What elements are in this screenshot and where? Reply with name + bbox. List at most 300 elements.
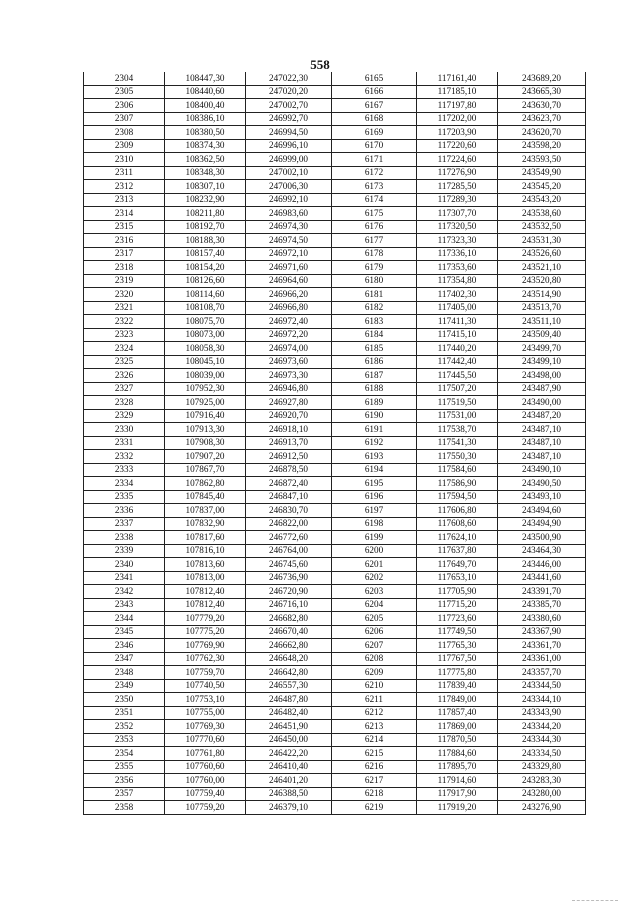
cell-point-number-b: 6204	[332, 598, 417, 612]
cell-coord-y-a: 246745,60	[246, 558, 332, 572]
cell-coord-x-a: 107759,40	[165, 787, 246, 801]
cell-coord-y-b: 243367,90	[498, 625, 586, 639]
cell-point-number-a: 2351	[84, 706, 165, 720]
table-row	[84, 490, 586, 504]
cell-coord-x-b: 117705,90	[417, 585, 498, 599]
cell-coord-x-b: 117320,50	[417, 220, 498, 234]
cell-coord-y-a: 246764,00	[246, 544, 332, 558]
cell-coord-x-a: 107779,20	[165, 612, 246, 626]
cell-coord-y-a: 246971,60	[246, 261, 332, 275]
cell-coord-x-b: 117775,80	[417, 666, 498, 680]
table-row	[84, 301, 586, 315]
cell-coord-x-b: 117637,80	[417, 544, 498, 558]
cell-point-number-b: 6208	[332, 652, 417, 666]
cell-coord-y-b: 243276,90	[498, 801, 586, 815]
table-row	[84, 693, 586, 707]
cell-coord-x-b: 117276,90	[417, 166, 498, 180]
cell-coord-y-b: 243361,00	[498, 652, 586, 666]
cell-coord-x-a: 107762,30	[165, 652, 246, 666]
cell-coord-x-b: 117857,40	[417, 706, 498, 720]
cell-point-number-b: 6195	[332, 477, 417, 491]
cell-point-number-b: 6217	[332, 774, 417, 788]
cell-coord-x-b: 117531,00	[417, 409, 498, 423]
cell-point-number-a: 2347	[84, 652, 165, 666]
table-row	[84, 99, 586, 113]
table-row	[84, 612, 586, 626]
cell-coord-x-b: 117594,50	[417, 490, 498, 504]
cell-point-number-a: 2315	[84, 220, 165, 234]
cell-coord-x-b: 117606,80	[417, 504, 498, 518]
cell-point-number-b: 6190	[332, 409, 417, 423]
cell-coord-x-a: 108114,60	[165, 288, 246, 302]
cell-point-number-b: 6206	[332, 625, 417, 639]
cell-point-number-b: 6166	[332, 85, 417, 99]
table-row	[84, 342, 586, 356]
cell-point-number-a: 2346	[84, 639, 165, 653]
cell-coord-x-a: 108307,10	[165, 180, 246, 194]
cell-coord-x-a: 107753,10	[165, 693, 246, 707]
cell-coord-y-b: 243689,20	[498, 72, 586, 85]
cell-coord-y-b: 243334,50	[498, 747, 586, 761]
cell-coord-y-b: 243543,20	[498, 193, 586, 207]
cell-coord-y-a: 246487,80	[246, 693, 332, 707]
cell-coord-x-a: 107925,00	[165, 396, 246, 410]
cell-point-number-b: 6187	[332, 369, 417, 383]
cell-coord-y-a: 246682,80	[246, 612, 332, 626]
cell-coord-y-a: 246920,70	[246, 409, 332, 423]
cell-coord-x-b: 117767,50	[417, 652, 498, 666]
cell-coord-x-a: 108374,30	[165, 139, 246, 153]
cell-coord-x-b: 117220,60	[417, 139, 498, 153]
cell-coord-x-b: 117405,00	[417, 301, 498, 315]
cell-coord-x-b: 117723,60	[417, 612, 498, 626]
table-row	[84, 315, 586, 329]
table-row	[84, 139, 586, 153]
cell-coord-x-b: 117749,50	[417, 625, 498, 639]
cell-point-number-b: 6192	[332, 436, 417, 450]
cell-coord-x-a: 107908,30	[165, 436, 246, 450]
cell-coord-x-b: 117869,00	[417, 720, 498, 734]
cell-coord-x-a: 107740,50	[165, 679, 246, 693]
table-row	[84, 531, 586, 545]
cell-point-number-a: 2334	[84, 477, 165, 491]
cell-coord-x-a: 108075,70	[165, 315, 246, 329]
cell-coord-y-b: 243538,60	[498, 207, 586, 221]
cell-point-number-b: 6188	[332, 382, 417, 396]
cell-coord-y-b: 243623,70	[498, 112, 586, 126]
cell-point-number-b: 6200	[332, 544, 417, 558]
cell-coord-x-a: 107775,20	[165, 625, 246, 639]
cell-coord-y-a: 247002,10	[246, 166, 332, 180]
cell-point-number-a: 2336	[84, 504, 165, 518]
cell-point-number-b: 6205	[332, 612, 417, 626]
cell-coord-x-b: 117445,50	[417, 369, 498, 383]
cell-point-number-b: 6211	[332, 693, 417, 707]
cell-coord-y-a: 246992,10	[246, 193, 332, 207]
cell-coord-y-a: 246830,70	[246, 504, 332, 518]
cell-coord-y-b: 243329,80	[498, 760, 586, 774]
cell-point-number-a: 2331	[84, 436, 165, 450]
cell-coord-y-b: 243344,30	[498, 733, 586, 747]
cell-coord-y-a: 246482,40	[246, 706, 332, 720]
cell-coord-y-b: 243380,60	[498, 612, 586, 626]
cell-point-number-a: 2312	[84, 180, 165, 194]
table-row	[84, 504, 586, 518]
cell-coord-x-a: 107867,70	[165, 463, 246, 477]
cell-coord-x-a: 108073,00	[165, 328, 246, 342]
cell-point-number-b: 6176	[332, 220, 417, 234]
cell-coord-x-a: 107761,80	[165, 747, 246, 761]
cell-coord-x-a: 108058,30	[165, 342, 246, 356]
cell-coord-y-b: 243490,10	[498, 463, 586, 477]
table-row	[84, 558, 586, 572]
cell-point-number-b: 6177	[332, 234, 417, 248]
cell-coord-y-b: 243499,10	[498, 355, 586, 369]
table-row	[84, 598, 586, 612]
cell-coord-x-b: 117586,90	[417, 477, 498, 491]
cell-point-number-b: 6173	[332, 180, 417, 194]
cell-coord-y-b: 243441,60	[498, 571, 586, 585]
cell-coord-x-a: 107755,00	[165, 706, 246, 720]
cell-point-number-b: 6165	[332, 72, 417, 85]
cell-coord-x-a: 108188,30	[165, 234, 246, 248]
cell-coord-x-a: 107916,40	[165, 409, 246, 423]
table-row	[84, 72, 586, 85]
cell-point-number-a: 2326	[84, 369, 165, 383]
cell-coord-x-b: 117541,30	[417, 436, 498, 450]
cell-coord-y-b: 243545,20	[498, 180, 586, 194]
cell-coord-x-a: 107759,70	[165, 666, 246, 680]
cell-coord-y-b: 243446,00	[498, 558, 586, 572]
table-row	[84, 220, 586, 234]
cell-coord-x-a: 107759,20	[165, 801, 246, 815]
cell-point-number-a: 2327	[84, 382, 165, 396]
cell-coord-y-b: 243487,20	[498, 409, 586, 423]
cell-coord-x-b: 117354,80	[417, 274, 498, 288]
cell-coord-x-a: 108400,40	[165, 99, 246, 113]
cell-coord-y-b: 243344,20	[498, 720, 586, 734]
cell-point-number-b: 6168	[332, 112, 417, 126]
cell-point-number-a: 2352	[84, 720, 165, 734]
cell-coord-x-b: 117584,60	[417, 463, 498, 477]
cell-point-number-b: 6170	[332, 139, 417, 153]
cell-coord-x-b: 117224,60	[417, 153, 498, 167]
table-row	[84, 450, 586, 464]
cell-point-number-a: 2304	[84, 72, 165, 85]
cell-coord-x-b: 117608,60	[417, 517, 498, 531]
cell-coord-y-b: 243344,10	[498, 693, 586, 707]
cell-point-number-a: 2307	[84, 112, 165, 126]
cell-coord-x-a: 107813,60	[165, 558, 246, 572]
cell-coord-y-a: 246878,50	[246, 463, 332, 477]
cell-point-number-b: 6167	[332, 99, 417, 113]
cell-coord-x-b: 117849,00	[417, 693, 498, 707]
cell-coord-x-a: 108045,10	[165, 355, 246, 369]
cell-coord-y-b: 243391,70	[498, 585, 586, 599]
cell-coord-y-b: 243487,10	[498, 450, 586, 464]
cell-coord-x-a: 108362,50	[165, 153, 246, 167]
cell-coord-x-a: 107812,40	[165, 585, 246, 599]
cell-coord-x-b: 117839,40	[417, 679, 498, 693]
cell-coord-y-b: 243487,10	[498, 436, 586, 450]
cell-coord-y-b: 243280,00	[498, 787, 586, 801]
cell-coord-y-a: 246557,30	[246, 679, 332, 693]
table-row	[84, 166, 586, 180]
cell-point-number-a: 2356	[84, 774, 165, 788]
cell-coord-x-a: 108192,70	[165, 220, 246, 234]
cell-point-number-b: 6201	[332, 558, 417, 572]
cell-point-number-b: 6210	[332, 679, 417, 693]
cell-point-number-a: 2311	[84, 166, 165, 180]
cell-coord-x-a: 108232,90	[165, 193, 246, 207]
cell-point-number-b: 6199	[332, 531, 417, 545]
cell-point-number-a: 2330	[84, 423, 165, 437]
cell-point-number-a: 2341	[84, 571, 165, 585]
cell-point-number-a: 2309	[84, 139, 165, 153]
cell-coord-x-b: 117203,90	[417, 126, 498, 140]
cell-coord-y-a: 246772,60	[246, 531, 332, 545]
cell-coord-y-a: 246912,50	[246, 450, 332, 464]
cell-point-number-a: 2355	[84, 760, 165, 774]
cell-point-number-a: 2325	[84, 355, 165, 369]
coordinates-table	[83, 72, 586, 815]
cell-coord-x-b: 117653,10	[417, 571, 498, 585]
cell-point-number-b: 6207	[332, 639, 417, 653]
cell-coord-y-a: 246973,30	[246, 369, 332, 383]
cell-point-number-b: 6194	[332, 463, 417, 477]
cell-point-number-b: 6174	[332, 193, 417, 207]
cell-coord-y-b: 243630,70	[498, 99, 586, 113]
cell-point-number-b: 6193	[332, 450, 417, 464]
table-row	[84, 193, 586, 207]
table-row	[84, 328, 586, 342]
table-row	[84, 801, 586, 815]
cell-coord-x-b: 117715,20	[417, 598, 498, 612]
cell-point-number-b: 6182	[332, 301, 417, 315]
cell-point-number-b: 6218	[332, 787, 417, 801]
cell-coord-x-a: 107769,90	[165, 639, 246, 653]
cell-coord-x-a: 108157,40	[165, 247, 246, 261]
cell-coord-y-a: 246410,40	[246, 760, 332, 774]
cell-point-number-b: 6175	[332, 207, 417, 221]
cell-coord-y-a: 246379,10	[246, 801, 332, 815]
cell-point-number-a: 2344	[84, 612, 165, 626]
cell-point-number-a: 2322	[84, 315, 165, 329]
cell-coord-y-a: 246996,10	[246, 139, 332, 153]
cell-coord-x-a: 108447,30	[165, 72, 246, 85]
cell-coord-x-a: 108126,60	[165, 274, 246, 288]
cell-point-number-b: 6172	[332, 166, 417, 180]
cell-point-number-b: 6185	[332, 342, 417, 356]
cell-point-number-a: 2338	[84, 531, 165, 545]
table-row	[84, 652, 586, 666]
cell-point-number-a: 2358	[84, 801, 165, 815]
cell-point-number-a: 2313	[84, 193, 165, 207]
cell-coord-x-b: 117161,40	[417, 72, 498, 85]
cell-coord-x-a: 108348,30	[165, 166, 246, 180]
cell-point-number-b: 6202	[332, 571, 417, 585]
table-row	[84, 463, 586, 477]
table-row	[84, 477, 586, 491]
cell-point-number-a: 2343	[84, 598, 165, 612]
table-row	[84, 666, 586, 680]
cell-point-number-b: 6191	[332, 423, 417, 437]
cell-coord-y-a: 246918,10	[246, 423, 332, 437]
cell-coord-y-a: 246670,40	[246, 625, 332, 639]
table-row	[84, 234, 586, 248]
cell-coord-y-a: 246401,20	[246, 774, 332, 788]
cell-point-number-b: 6216	[332, 760, 417, 774]
cell-coord-y-a: 246983,60	[246, 207, 332, 221]
cell-coord-x-b: 117289,30	[417, 193, 498, 207]
cell-point-number-a: 2340	[84, 558, 165, 572]
cell-coord-x-a: 108440,60	[165, 85, 246, 99]
cell-coord-x-a: 108386,10	[165, 112, 246, 126]
cell-point-number-a: 2306	[84, 99, 165, 113]
cell-point-number-a: 2349	[84, 679, 165, 693]
cell-coord-y-a: 246972,20	[246, 328, 332, 342]
table-row	[84, 288, 586, 302]
cell-coord-y-b: 243532,50	[498, 220, 586, 234]
cell-coord-y-a: 246927,80	[246, 396, 332, 410]
cell-coord-y-b: 243493,10	[498, 490, 586, 504]
cell-coord-x-b: 117919,20	[417, 801, 498, 815]
cell-coord-x-b: 117411,30	[417, 315, 498, 329]
cell-coord-x-a: 107837,00	[165, 504, 246, 518]
cell-point-number-b: 6219	[332, 801, 417, 815]
page-number: 558	[310, 57, 330, 72]
cell-coord-y-a: 246662,80	[246, 639, 332, 653]
cell-coord-x-a: 108039,00	[165, 369, 246, 383]
cell-coord-x-b: 117624,10	[417, 531, 498, 545]
cell-point-number-a: 2335	[84, 490, 165, 504]
table-row	[84, 760, 586, 774]
cell-coord-x-b: 117550,30	[417, 450, 498, 464]
cell-point-number-b: 6203	[332, 585, 417, 599]
table-row	[84, 787, 586, 801]
table-row	[84, 706, 586, 720]
cell-coord-y-b: 243490,50	[498, 477, 586, 491]
table-row	[84, 126, 586, 140]
cell-coord-y-b: 243598,20	[498, 139, 586, 153]
cell-point-number-a: 2339	[84, 544, 165, 558]
table-row	[84, 774, 586, 788]
cell-coord-y-a: 246966,20	[246, 288, 332, 302]
cell-coord-x-a: 107769,30	[165, 720, 246, 734]
cell-coord-x-a: 107813,00	[165, 571, 246, 585]
cell-point-number-b: 6189	[332, 396, 417, 410]
cell-point-number-b: 6171	[332, 153, 417, 167]
cell-coord-x-a: 107760,60	[165, 760, 246, 774]
cell-coord-y-b: 243487,90	[498, 382, 586, 396]
cell-coord-x-b: 117519,50	[417, 396, 498, 410]
cell-point-number-b: 6179	[332, 261, 417, 275]
cell-coord-x-b: 117185,10	[417, 85, 498, 99]
cell-coord-y-b: 243490,00	[498, 396, 586, 410]
cell-point-number-b: 6178	[332, 247, 417, 261]
cell-coord-x-b: 117538,70	[417, 423, 498, 437]
cell-coord-x-b: 117917,90	[417, 787, 498, 801]
cell-coord-x-b: 117285,50	[417, 180, 498, 194]
cell-point-number-b: 6215	[332, 747, 417, 761]
cell-point-number-a: 2353	[84, 733, 165, 747]
cell-coord-y-b: 243511,10	[498, 315, 586, 329]
cell-point-number-a: 2305	[84, 85, 165, 99]
table-row	[84, 85, 586, 99]
cell-coord-y-a: 246648,20	[246, 652, 332, 666]
cell-coord-y-a: 246964,60	[246, 274, 332, 288]
cell-point-number-a: 2348	[84, 666, 165, 680]
cell-coord-y-a: 246450,00	[246, 733, 332, 747]
cell-coord-y-b: 243487,10	[498, 423, 586, 437]
cell-point-number-b: 6209	[332, 666, 417, 680]
cell-coord-y-a: 246872,40	[246, 477, 332, 491]
table-row	[84, 639, 586, 653]
cell-coord-x-a: 107760,00	[165, 774, 246, 788]
cell-point-number-b: 6180	[332, 274, 417, 288]
cell-coord-y-a: 246974,50	[246, 234, 332, 248]
cell-coord-y-a: 246999,00	[246, 153, 332, 167]
cell-coord-y-b: 243520,80	[498, 274, 586, 288]
cell-point-number-b: 6169	[332, 126, 417, 140]
cell-coord-x-b: 117442,40	[417, 355, 498, 369]
cell-coord-x-a: 108211,80	[165, 207, 246, 221]
cell-coord-y-a: 246720,90	[246, 585, 332, 599]
cell-coord-y-b: 243665,30	[498, 85, 586, 99]
table-row	[84, 355, 586, 369]
table-row	[84, 396, 586, 410]
cell-point-number-a: 2323	[84, 328, 165, 342]
table-row	[84, 153, 586, 167]
cell-coord-x-b: 117353,60	[417, 261, 498, 275]
table-row	[84, 544, 586, 558]
cell-coord-y-b: 243526,60	[498, 247, 586, 261]
cell-point-number-a: 2317	[84, 247, 165, 261]
cell-coord-x-a: 108380,50	[165, 126, 246, 140]
cell-point-number-b: 6184	[332, 328, 417, 342]
cell-coord-x-b: 117336,10	[417, 247, 498, 261]
table-row	[84, 517, 586, 531]
table-row	[84, 180, 586, 194]
cell-coord-y-b: 243283,30	[498, 774, 586, 788]
cell-coord-y-b: 243549,90	[498, 166, 586, 180]
cell-point-number-a: 2350	[84, 693, 165, 707]
cell-coord-y-a: 246642,80	[246, 666, 332, 680]
cell-point-number-a: 2320	[84, 288, 165, 302]
cell-point-number-a: 2314	[84, 207, 165, 221]
cell-point-number-b: 6196	[332, 490, 417, 504]
cell-point-number-a: 2324	[84, 342, 165, 356]
coordinates-table-body	[84, 72, 586, 814]
cell-coord-y-a: 246972,40	[246, 315, 332, 329]
cell-coord-x-b: 117440,20	[417, 342, 498, 356]
cell-coord-y-b: 243344,50	[498, 679, 586, 693]
cell-point-number-a: 2354	[84, 747, 165, 761]
cell-coord-x-a: 107862,80	[165, 477, 246, 491]
cell-coord-x-a: 107832,90	[165, 517, 246, 531]
cell-coord-y-a: 247002,70	[246, 99, 332, 113]
cell-coord-y-a: 246388,50	[246, 787, 332, 801]
cell-coord-y-a: 246422,20	[246, 747, 332, 761]
cell-coord-y-a: 246974,30	[246, 220, 332, 234]
cell-coord-x-a: 108154,20	[165, 261, 246, 275]
table-row	[84, 733, 586, 747]
cell-coord-y-a: 246451,90	[246, 720, 332, 734]
cell-coord-y-a: 246992,70	[246, 112, 332, 126]
table-row	[84, 679, 586, 693]
cell-coord-y-a: 246994,50	[246, 126, 332, 140]
cell-point-number-a: 2357	[84, 787, 165, 801]
